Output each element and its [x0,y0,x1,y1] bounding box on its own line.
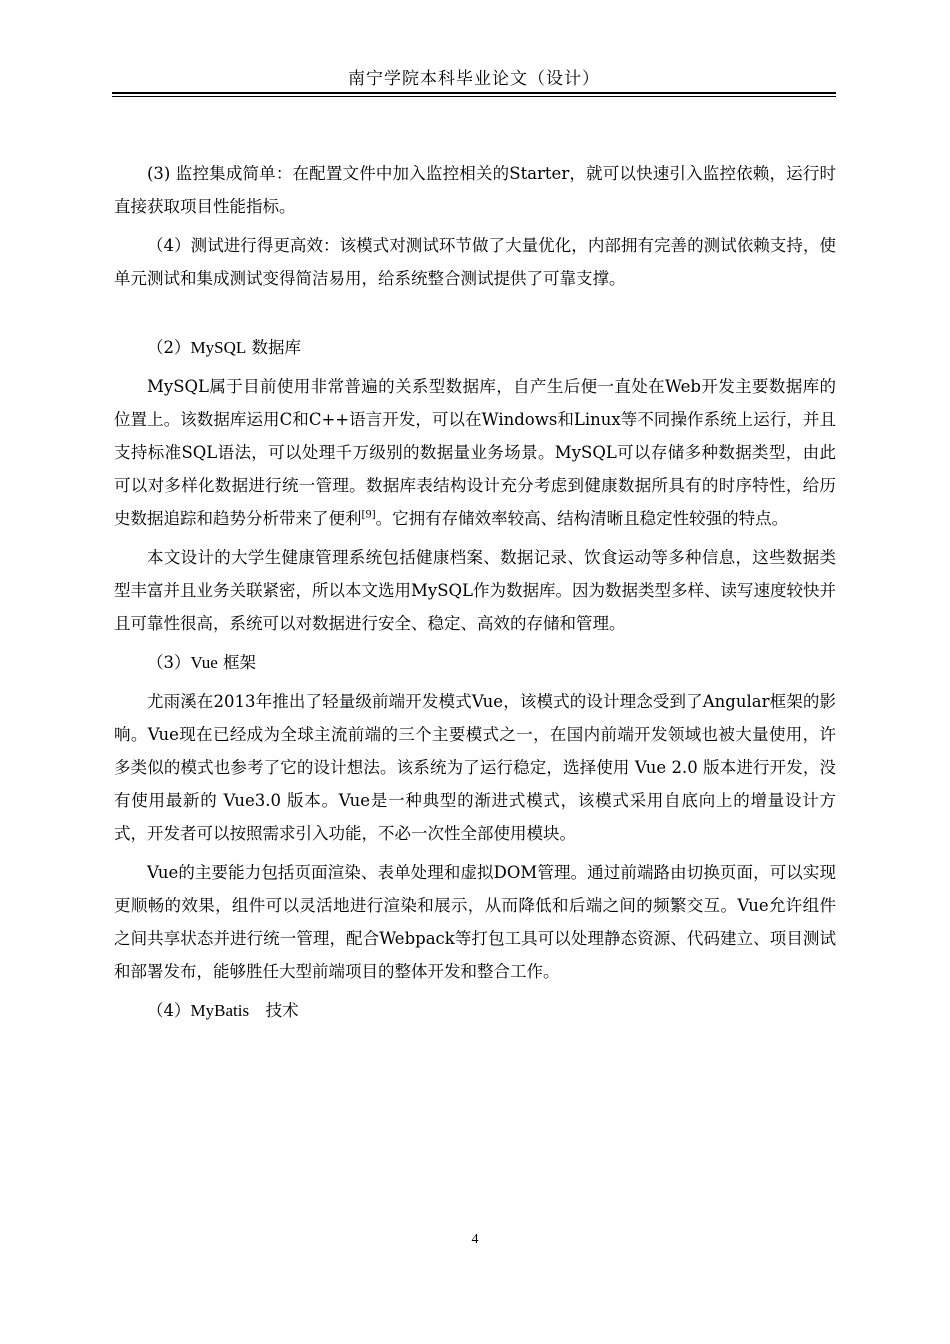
header-divider-thick [112,92,836,94]
heading-suffix: 框架 [217,653,257,672]
paragraph-test-efficiency: （4）测试进行得更高效：该模式对测试环节做了大量优化，内部拥有完善的测试依赖支持，使单元测试和集成测试变得简洁易用，给系统整合测试提供了可靠支撑。 [114,236,836,288]
paragraph-text: 。它拥有存储效率较高、结构清晰且稳定性较强的特点。 [375,509,789,528]
paragraph-mysql-intro [114,370,836,535]
section-heading-mybatis [114,994,836,1027]
paragraph-mysql-choice: 本文设计的大学生健康管理系统包括健康档案、数据记录、饮食运动等多种信息，这些数据类型丰富并且业务关联紧密，所以本文选用MySQL作为数据库。因为数据类型多样、读写速度较快并且可靠性很高，系统可以对数据进行安全、稳定、高效的存储和管理。 [114,548,837,633]
heading-suffix: 技术 [249,1001,299,1020]
citation-reference: [9] [361,509,376,521]
section-heading-mysql [114,331,836,364]
heading-name: MyBatis [190,1001,250,1020]
header-divider-thin [112,96,836,97]
paragraph-vue-intro: 尤雨溪在2013年推出了轻量级前端开发模式Vue，该模式的设计理念受到了Angular框架的影响。Vue现在已经成为全球主流前端的三个主要模式之一，在国内前端开发领域也被大量使用，许多类似的模式也参考了它的设计想法。该系统为了运行稳定，选择使用 Vue 2.0 版本进行开发，没有使用最新的 Vue3.0 版本。Vue是一种典型的渐进式模式，该模式采用自底向上的增量设计方式，开发者可以按照需求引入功能，不必一次性全部使用模块。 [114,692,836,843]
heading-suffix: 数据库 [246,338,301,357]
heading-name: Vue [190,653,218,672]
page-number: 4 [471,1232,479,1247]
heading-number: （2） [147,338,191,357]
heading-number: （3） [147,653,191,672]
paragraph-monitor-integration: (3) 监控集成简单：在配置文件中加入监控相关的Starter，就可以快速引入监控依赖，运行时直接获取项目性能指标。 [114,164,836,216]
paragraph-text: MySQL属于目前使用非常普遍的关系型数据库，自产生后便一直处在Web开发主要数据库的位置上。该数据库运用C和C++语言开发，可以在Windows和Linux等不同操作系统上运行，并且支持标准SQL语法，可以处理千万级别的数据量业务场景。MySQL可以存储多种数据类型，由此可以对多样化数据进行统一管理。数据库表结构设计充分考虑到健康数据所具有的时序特性，给历史数据追踪和趋势分析带来了便利 [114,377,836,528]
paragraph-vue-capabilities: Vue的主要能力包括页面渲染、表单处理和虚拟DOM管理。通过前端路由切换页面，可以实现更顺畅的效果，组件可以灵活地进行渲染和展示，从而降低和后端之间的频繁交互。Vue允许组件之间共享状态并进行统一管理，配合Webpack等打包工具可以处理静态资源、代码建立、项目测试和部署发布，能够胜任大型前端项目的整体开发和整合工作。 [114,863,836,981]
page-header-title: 南宁学院本科毕业论文（设计） [348,69,600,89]
heading-name: MySQL [190,338,247,357]
section-heading-vue [114,646,836,679]
heading-number: （4） [147,1001,191,1020]
body-content [114,157,836,1027]
